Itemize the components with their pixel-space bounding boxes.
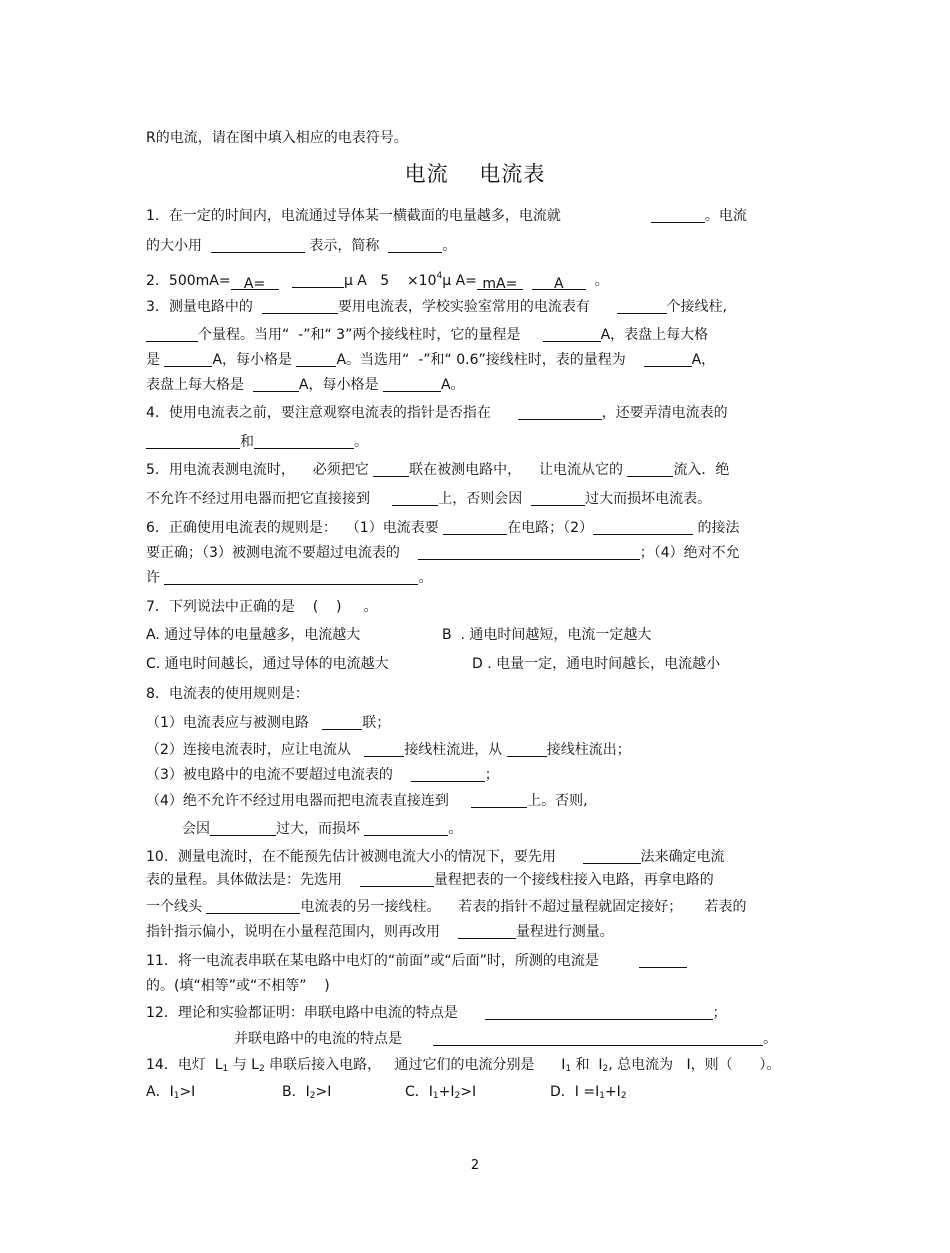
q5-line1: 5．用电流表测电流时， 必须把它 联在被测电路中， 让电流从它的 流入．绝 — [146, 462, 730, 478]
intro-text: R的电流，请在图中填入相应的电表符号。 — [146, 130, 408, 146]
q4-line1: 4．使用电流表之前，要注意观察电流表的指针是否指在 ，还要弄清电流表的 — [146, 405, 728, 421]
q11-line2: 的。(填“相等”或“不相等” ) — [146, 978, 330, 994]
q10-line3: 一个线头 电流表的另一接线柱。 若表的指针不超过量程就固定接好； 若表的 — [146, 899, 747, 915]
q7-option-b: B . 通电时间越短，电流一定越大 — [442, 627, 652, 643]
q7-option-d: D . 电量一定，通电时间越长，电流越小 — [472, 656, 721, 672]
q8-rule2: （2）连接电流表时，应让电流从 接线柱流进，从 接线柱流出； — [146, 742, 631, 758]
q1-line1: 1．在一定的时间内，电流通过导体某一横截面的电量越多，电流就 。电流 — [146, 208, 747, 224]
q8-rule4-cont: 会因 过大，而损坏 。 — [182, 821, 463, 837]
q8-stem: 8．电流表的使用规则是： — [146, 686, 309, 702]
q10-line2: 表的量程。具体做法是：先选用 量程把表的一个接线柱接入电路，再拿电路的 — [146, 872, 714, 888]
q14-option-c: C．$I_1+I_2>I$ — [405, 1084, 477, 1101]
q8-rule1: （1）电流表应与被测电路 联； — [146, 715, 391, 731]
q11-line1: 11．将一电流表串联在某电路中电灯的“前面”或“后面”时，所测的电流是 — [146, 952, 687, 970]
page-number: 2 — [470, 1158, 480, 1173]
q14-option-b: B．$I_2>I$ — [282, 1084, 332, 1101]
q7-option-a: A. 通过导体的电量越多，电流越大 — [146, 627, 361, 643]
q8-rule3: （3）被电路中的电流不要超过电流表的 ； — [146, 767, 499, 783]
q8-rule4: （4）绝不允许不经过用电器而把电流表直接连到 上。否则, — [146, 793, 588, 809]
q10-line1: 10．测量电流时，在不能预先估计被测电流大小的情况下，要先用 法来确定电流 — [146, 849, 725, 865]
q1-line2: 的大小用 表示，简称 。 — [146, 238, 457, 254]
q7-stem: 7．下列说法中正确的是 ( ) 。 — [146, 599, 378, 615]
q5-line2: 不允许不经过用电器而把它直接接到 上，否则会因 过大而损坏电流表。 — [146, 491, 712, 507]
q14-option-d: D．$I =I_1+I_2$ — [550, 1084, 627, 1101]
q3-line3: 是 A，每小格是 A。当选用“ -”和“ 0.6”接线柱时，表的量程为 A， — [146, 352, 716, 368]
q6-line2: 要正确；（3）被测电流不要超过电流表的 ；（4）绝对不允 — [146, 545, 740, 561]
q3-line1: 3．测量电路中的 要用电流表，学校实验室常用的电流表有 个接线柱, — [146, 299, 727, 315]
q7-option-c: C. 通电时间越长，通过导体的电流越大 — [146, 656, 389, 672]
q12-line1: 12．理论和实验都证明：串联电路中电流的特点是 ； — [146, 1005, 727, 1021]
q14-stem: 14．电灯 $L_1$ 与 $L_2$ 串联后接入电路， 通过它们的电流分别是 $I_1$ 和 $I_2$, 总电流为 I，则（ ）。 — [146, 1057, 781, 1074]
q4-line2: 和 。 — [146, 433, 368, 451]
q6-line1: 6．正确使用电流表的规则是： （1）电流表要 在电路；（2） 的接法 — [146, 520, 740, 536]
q3-line2: 个量程。当用“ -”和“ 3”两个接线柱时，它的量程是 A，表盘上每大格 — [146, 326, 708, 344]
q12-line2: 并联电路中的电流的特点是 。 — [234, 1031, 778, 1047]
q10-line4: 指针指示偏小，说明在小量程范围内，则再改用 量程进行测量。 — [146, 924, 614, 940]
page-title: 电流 电流表 — [404, 162, 546, 186]
q2-line: 2．500mA= A= μ A 5 $\times 10^4\mu$ A= mA= A 。 — [146, 271, 609, 292]
q14-option-a: A．$I_1>I$ — [146, 1084, 196, 1101]
q3-line4: 表盘上每大格是 A，每小格是 A。 — [146, 377, 465, 393]
q6-line3: 许 。 — [146, 570, 433, 586]
